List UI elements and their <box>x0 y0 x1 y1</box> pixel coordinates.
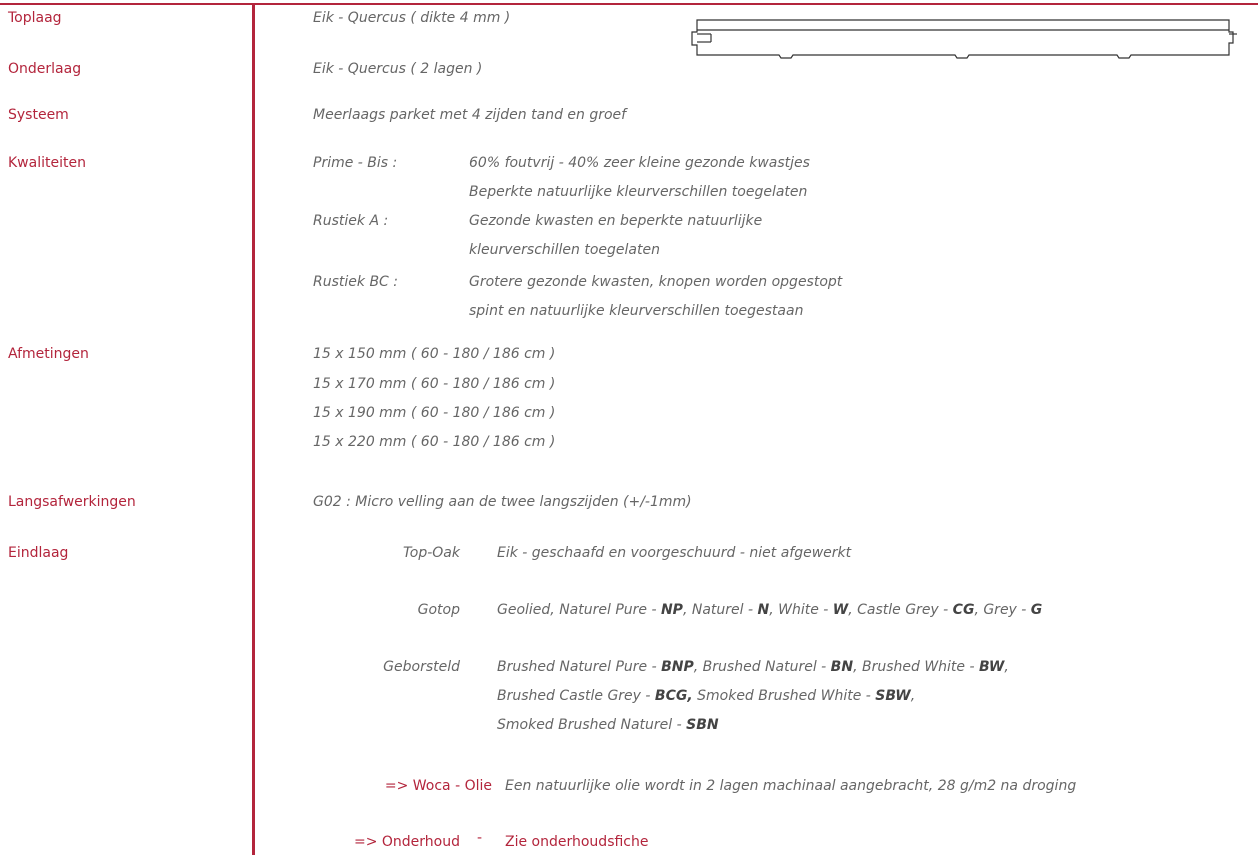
top-rule <box>0 3 1258 5</box>
quality-name: Rustiek A : <box>313 213 389 229</box>
color-code: SBN <box>686 717 719 733</box>
quality-desc: kleurverschillen toegelaten <box>469 242 660 258</box>
quality-desc: Beperkte natuurlijke kleurverschillen toegelaten <box>469 184 808 200</box>
color-code: W <box>832 602 849 618</box>
quality-name: Rustiek BC : <box>313 274 398 290</box>
label-systeem: Systeem <box>8 107 69 123</box>
color-code: BW <box>978 659 1005 675</box>
color-code: BCG, <box>654 688 693 704</box>
finish-name-topoak: Top-Oak <box>402 545 460 561</box>
value-toplaag: Eik - Quercus ( dikte 4 mm ) <box>313 10 511 26</box>
value-systeem: Meerlaags parket met 4 zijden tand en groef <box>313 107 627 123</box>
quality-name: Prime - Bis : <box>313 155 398 171</box>
quality-desc: Grotere gezonde kwasten, knopen worden opgestopt <box>469 274 843 290</box>
quality-desc: Gezonde kwasten en beperkte natuurlijke <box>469 213 763 229</box>
finish-name-gotop: Gotop <box>417 602 460 618</box>
label-onderlaag: Onderlaag <box>8 61 82 77</box>
finish-desc-geborsteld: Brushed Castle Grey - BCG, Smoked Brushed White - SBW, <box>497 688 916 704</box>
color-code: SBW <box>875 688 911 704</box>
finish-desc-geborsteld: Brushed Naturel Pure - BNP, Brushed Naturel - BN, Brushed White - BW, <box>497 659 1009 675</box>
finish-desc-topoak: Eik - geschaafd en voorgeschuurd - niet afgewerkt <box>497 545 852 561</box>
color-code: N <box>757 602 770 618</box>
onderhoud-label: => Onderhoud <box>353 834 460 850</box>
dimension-line: 15 x 170 mm ( 60 - 180 / 186 cm ) <box>313 376 556 392</box>
label-eindlaag: Eindlaag <box>8 545 69 561</box>
label-afmetingen: Afmetingen <box>8 346 89 362</box>
finish-desc-geborsteld: Smoked Brushed Naturel - SBN <box>497 717 719 733</box>
column-divider <box>252 3 255 855</box>
quality-desc: spint en natuurlijke kleurverschillen toegestaan <box>469 303 804 319</box>
onderhoud-dash: - <box>477 830 483 846</box>
color-code: BNP <box>661 659 694 675</box>
dimension-line: 15 x 150 mm ( 60 - 180 / 186 cm ) <box>313 346 556 362</box>
color-code: NP <box>660 602 683 618</box>
onderhoudsfiche-link[interactable]: Zie onderhoudsfiche <box>505 834 649 850</box>
color-code: G <box>1030 602 1043 618</box>
label-toplaag: Toplaag <box>8 10 62 26</box>
quality-desc: 60% foutvrij - 40% zeer kleine gezonde kwastjes <box>469 155 810 171</box>
finish-name-geborsteld: Geborsteld <box>383 659 460 675</box>
color-code: CG <box>952 602 975 618</box>
value-onderlaag: Eik - Quercus ( 2 lagen ) <box>313 61 483 77</box>
woca-olie-desc: Een natuurlijke olie wordt in 2 lagen machinaal aangebracht, 28 g/m2 na droging <box>505 778 1077 794</box>
dimension-line: 15 x 220 mm ( 60 - 180 / 186 cm ) <box>313 434 556 450</box>
color-code: BN <box>830 659 854 675</box>
finish-desc-gotop: Geolied, Naturel Pure - NP, Naturel - N, White - W, Castle Grey - CG, Grey - G <box>497 602 1043 618</box>
plank-profile-drawing <box>691 15 1239 65</box>
label-langsafwerkingen: Langsafwerkingen <box>8 494 136 510</box>
value-langsafwerkingen: G02 : Micro velling aan de twee langszijden (+/-1mm) <box>313 494 692 510</box>
label-kwaliteiten: Kwaliteiten <box>8 155 86 171</box>
dimension-line: 15 x 190 mm ( 60 - 180 / 186 cm ) <box>313 405 556 421</box>
woca-olie-link[interactable]: => Woca - Olie <box>384 778 492 794</box>
